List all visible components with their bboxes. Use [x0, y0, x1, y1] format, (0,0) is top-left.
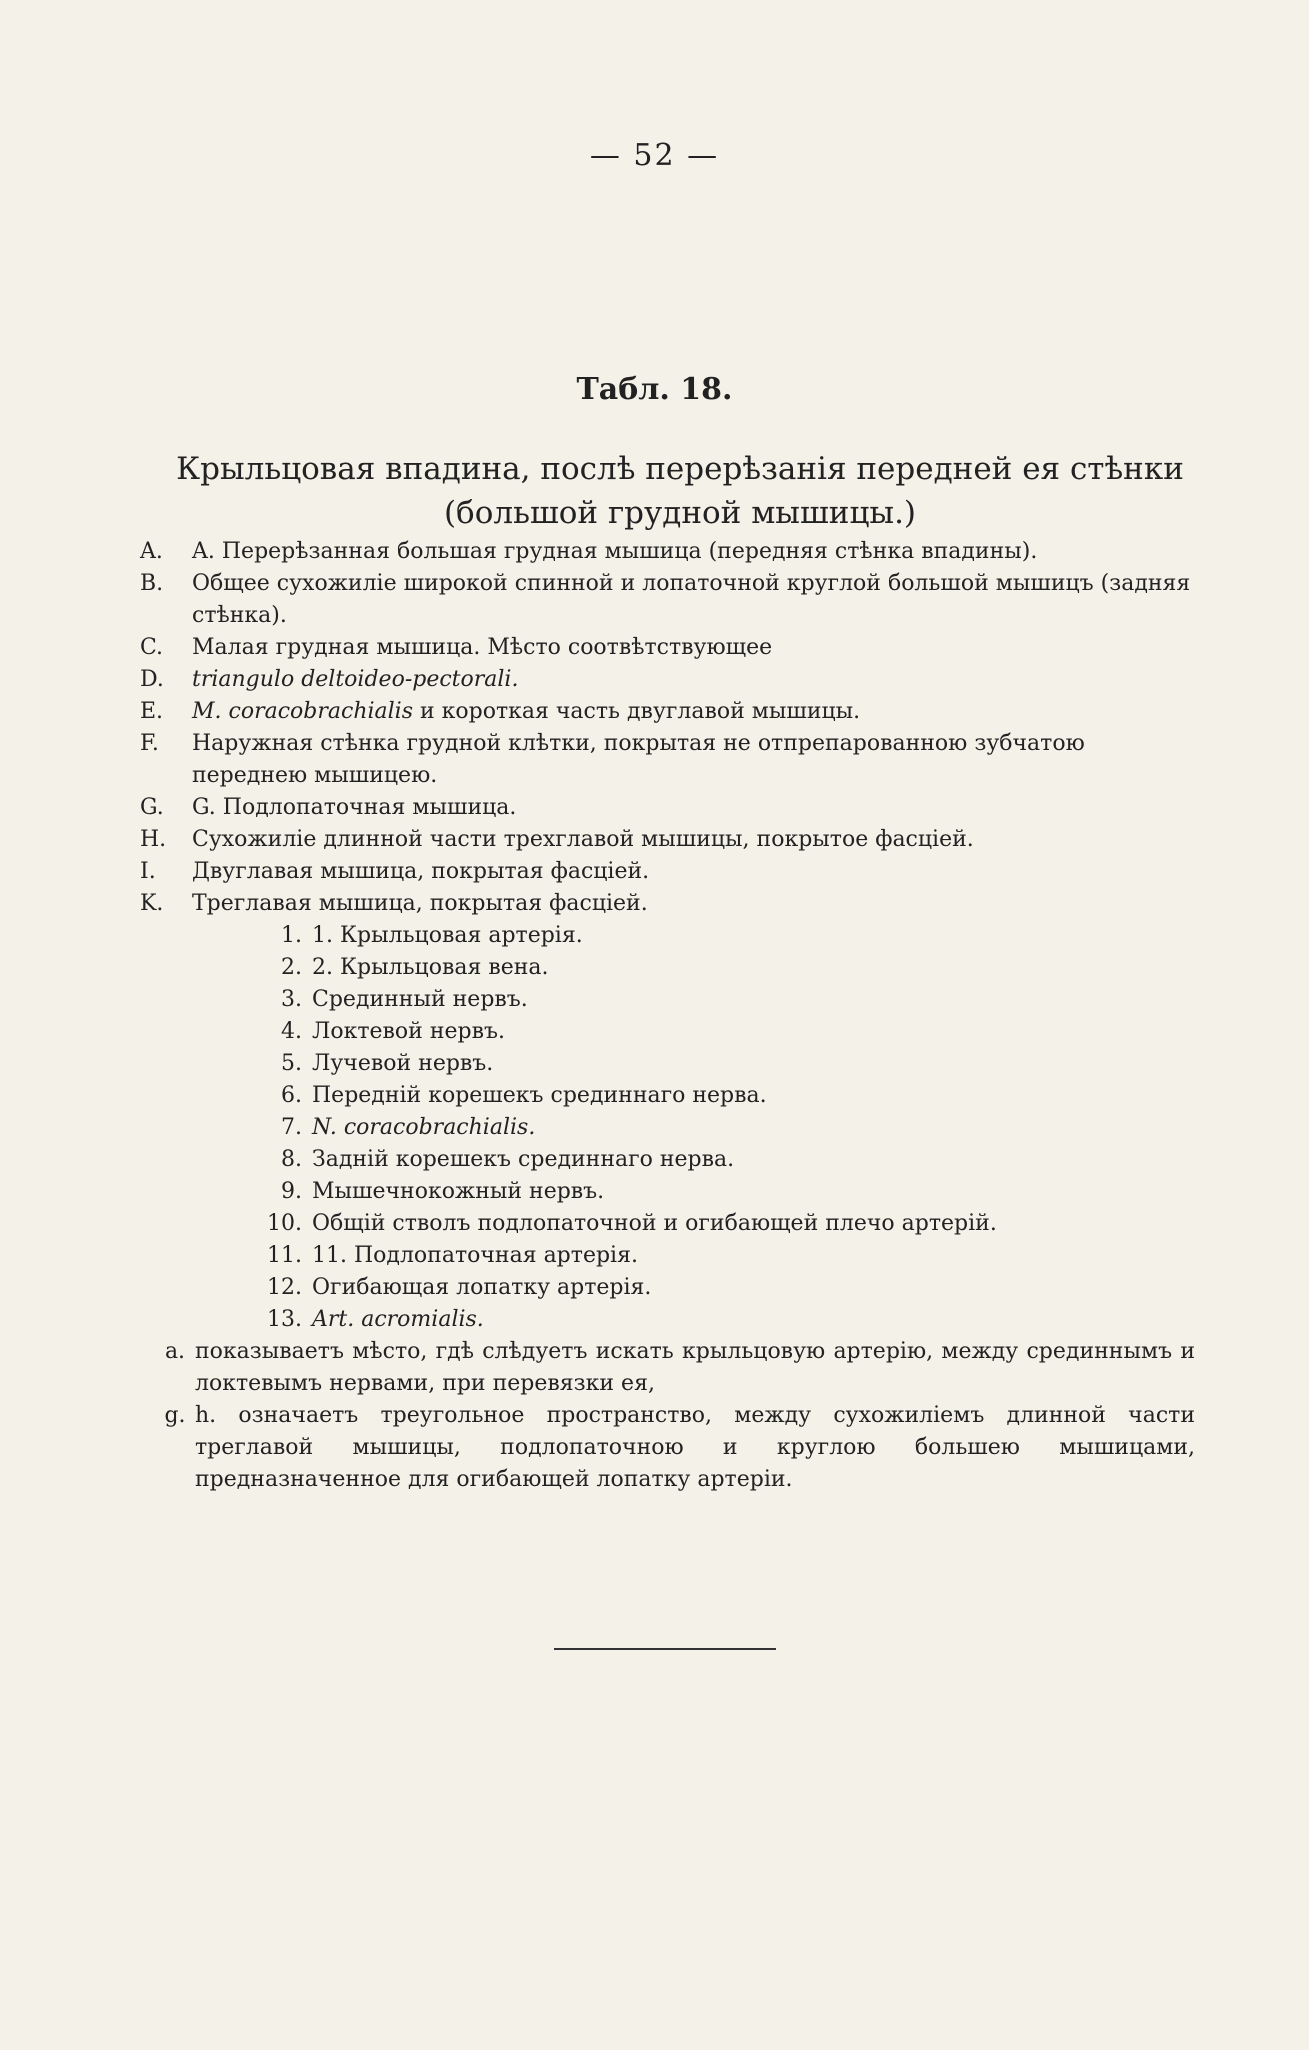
- legend-text: Сухожиліе длинной части трехглавой мышицы, покрытое фасціей.: [192, 827, 974, 852]
- entry-number: 11.: [267, 1243, 302, 1268]
- legend-entry-e: [140, 696, 1200, 728]
- entry-text: Мышечнокожный нервъ.: [312, 1179, 605, 1204]
- legend-entry-i: [140, 856, 1200, 888]
- entry-text: N. coracobrachialis.: [312, 1115, 536, 1140]
- entry-number: 10.: [267, 1211, 302, 1236]
- legend-text-rest: и короткая часть двуглавой мышицы.: [413, 699, 861, 724]
- entry-text: 1. Крыльцовая артерія.: [312, 923, 583, 948]
- numbered-entry-8: [252, 1144, 1200, 1176]
- note-key: g.: [164, 1403, 186, 1428]
- note-text: показываетъ мѣсто, гдѣ слѣдуетъ искать крыльцовую артерію, между срединнымъ и локтевымъ нервами, при перевязки ея,: [195, 1339, 1195, 1396]
- legend-key: A.: [140, 539, 163, 564]
- legend-text: G. Подлопаточная мышица.: [192, 795, 517, 820]
- legend-text: triangulo deltoideo-pectorali.: [192, 667, 519, 692]
- entry-number: 8.: [281, 1147, 302, 1172]
- legend-entry-k: [140, 888, 1200, 920]
- entry-text: 2. Крыльцовая вена.: [312, 955, 549, 980]
- entry-number: 6.: [281, 1083, 302, 1108]
- note-key: a.: [164, 1339, 186, 1364]
- numbered-entry-7: [252, 1112, 1200, 1144]
- legend: [140, 536, 1200, 1496]
- entry-text: Передній корешекъ срединнаго нерва.: [312, 1083, 767, 1108]
- legend-entry-d: [140, 664, 1200, 696]
- numbered-entry-3: [252, 984, 1200, 1016]
- note-entry-a: [155, 1336, 1200, 1400]
- note-text: h. означаетъ треугольное пространство, между сухожиліемъ длинной части треглавой мышицы, подлопаточною и круглою большею мышицами, предназначенное для огибающей лопатку артеріи.: [195, 1403, 1195, 1492]
- entry-text: Общій стволъ подлопаточной и огибающей плечо артерій.: [312, 1211, 997, 1236]
- plate-caption: Крыльцовая впадина, послѣ перерѣзанія передней ея стѣнки (большой грудной мышицы.): [176, 451, 1184, 531]
- numbered-entry-6: [252, 1080, 1200, 1112]
- legend-entry-h: [140, 824, 1200, 856]
- legend-key: H.: [140, 827, 167, 852]
- legend-key: I.: [140, 859, 156, 884]
- entry-number: 1.: [281, 923, 302, 948]
- legend-key: D.: [140, 667, 164, 692]
- numbered-entry-1: [252, 920, 1200, 952]
- page-number: — 52 —: [589, 138, 720, 173]
- legend-text: Двуглавая мышица, покрытая фасціей.: [192, 859, 650, 884]
- numbered-entry-2: [252, 952, 1200, 984]
- entry-text: Срединный нервъ.: [312, 987, 528, 1012]
- numbered-entry-13: [252, 1304, 1200, 1336]
- entry-text: Задній корешекъ срединнаго нерва.: [312, 1147, 735, 1172]
- numbered-entry-5: [252, 1048, 1200, 1080]
- legend-latin-term: M. coracobrachialis: [192, 699, 413, 724]
- legend-key: G.: [140, 795, 164, 820]
- legend-key: C.: [140, 635, 164, 660]
- legend-text: A. Перерѣзанная большая грудная мышица (передняя стѣнка впадины).: [192, 539, 1038, 564]
- numbered-entry-10: [252, 1208, 1200, 1240]
- plate-title: Табл. 18.: [576, 372, 733, 407]
- legend-entry-g: [140, 792, 1200, 824]
- note-entry-g: [155, 1400, 1200, 1496]
- numbered-entry-9: [252, 1176, 1200, 1208]
- entry-number: 3.: [281, 987, 302, 1012]
- entry-text: Огибающая лопатку артерія.: [312, 1275, 652, 1300]
- numbered-entry-12: [252, 1272, 1200, 1304]
- entry-number: 7.: [281, 1115, 302, 1140]
- legend-key: F.: [140, 731, 159, 756]
- entry-text: Локтевой нервъ.: [312, 1019, 505, 1044]
- entry-text: Лучевой нервъ.: [312, 1051, 494, 1076]
- entry-number: 5.: [281, 1051, 302, 1076]
- legend-entry-f: [140, 728, 1200, 792]
- entry-text: Art. acromialis.: [312, 1307, 484, 1332]
- legend-key: B.: [140, 571, 164, 596]
- legend-entry-c: [140, 632, 1200, 664]
- legend-text: [192, 696, 1200, 728]
- entry-text: 11. Подлопаточная артерія.: [312, 1243, 638, 1268]
- entry-number: 4.: [281, 1019, 302, 1044]
- end-rule: [554, 1648, 776, 1650]
- legend-text: Треглавая мышица, покрытая фасціей.: [192, 891, 648, 916]
- entry-number: 2.: [281, 955, 302, 980]
- legend-key: E.: [140, 699, 164, 724]
- legend-text: Наружная стѣнка грудной клѣтки, покрытая не отпрепарованною зубчатою переднею мышицею.: [192, 731, 1085, 788]
- numbered-entry-4: [252, 1016, 1200, 1048]
- legend-text: Малая грудная мышица. Мѣсто соотвѣтствующее: [192, 635, 773, 660]
- entry-number: 9.: [281, 1179, 302, 1204]
- numbered-entry-11: [252, 1240, 1200, 1272]
- legend-entry-b: [140, 568, 1200, 632]
- entry-number: 12.: [267, 1275, 302, 1300]
- entry-number: 13.: [267, 1307, 302, 1332]
- legend-key: K.: [140, 891, 164, 916]
- legend-text: Общее сухожиліе широкой спинной и лопаточной круглой большой мышицъ (задняя стѣнка).: [192, 571, 1191, 628]
- legend-entry-a: [140, 536, 1200, 568]
